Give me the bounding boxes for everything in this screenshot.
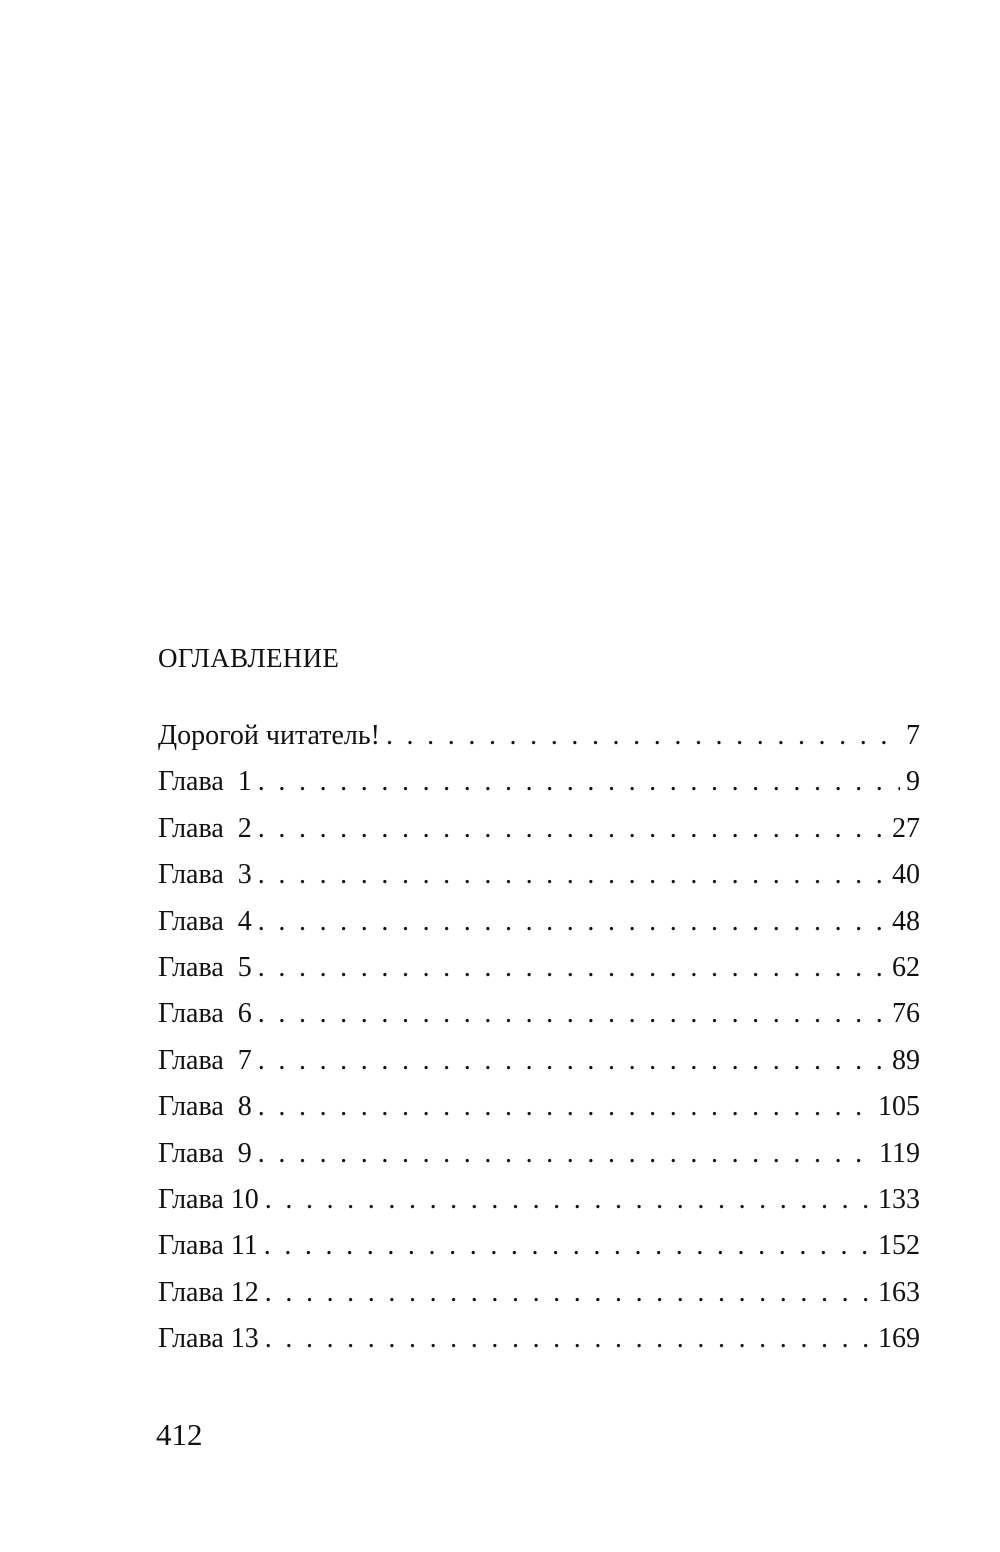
dot-leader xyxy=(258,1045,886,1077)
toc-entry xyxy=(158,1277,920,1323)
toc-entry xyxy=(158,1323,920,1369)
toc-entry-label: Глава 6 xyxy=(158,998,252,1030)
toc-entry-page: 40 xyxy=(892,859,920,891)
toc-entry-page: 163 xyxy=(878,1276,920,1308)
dot-leader xyxy=(265,1323,872,1355)
toc-entry-label: Глава 8 xyxy=(158,1091,252,1123)
toc-entry-label: Глава 2 xyxy=(158,812,252,844)
dot-leader xyxy=(265,1277,872,1309)
dot-leader xyxy=(258,859,886,891)
toc-entry-label: Глава 7 xyxy=(158,1044,252,1076)
toc-entry-page: 76 xyxy=(892,998,920,1030)
table-of-contents xyxy=(158,720,920,1369)
toc-entry xyxy=(158,813,920,859)
dot-leader xyxy=(265,1184,872,1216)
toc-entry-page: 62 xyxy=(892,951,920,983)
toc-entry-label: Дорогой читатель! xyxy=(158,720,380,751)
dot-leader xyxy=(258,1138,873,1170)
toc-entry xyxy=(158,952,920,998)
toc-entry xyxy=(158,1045,920,1091)
toc-entry-label: Глава 1 xyxy=(158,766,252,798)
toc-entry-label: Глава 10 xyxy=(158,1183,259,1215)
toc-entry xyxy=(158,998,920,1044)
toc-entry-page: 105 xyxy=(878,1091,920,1123)
toc-entry-page: 48 xyxy=(892,905,920,937)
dot-leader xyxy=(258,906,886,938)
dot-leader xyxy=(258,1091,872,1123)
toc-entry-page: 152 xyxy=(878,1230,920,1262)
toc-entry xyxy=(158,1091,920,1137)
toc-entry-label: Глава 12 xyxy=(158,1276,259,1308)
dot-leader xyxy=(258,998,886,1030)
toc-entry-page: 7 xyxy=(906,720,920,751)
toc-heading: ОГЛАВЛЕНИЕ xyxy=(158,643,340,673)
dot-leader xyxy=(386,720,900,752)
toc-entry xyxy=(158,1138,920,1184)
dot-leader xyxy=(258,952,886,984)
toc-entry-label: Глава 3 xyxy=(158,859,252,891)
toc-entry-page: 27 xyxy=(892,812,920,844)
toc-entry xyxy=(158,720,920,766)
toc-entry-label: Глава 5 xyxy=(158,951,252,983)
toc-entry-page: 9 xyxy=(906,766,920,798)
toc-entry-page: 133 xyxy=(878,1183,920,1215)
toc-entry xyxy=(158,766,920,812)
toc-entry-page: 169 xyxy=(878,1323,920,1355)
dot-leader xyxy=(258,766,900,798)
toc-entry-page: 89 xyxy=(892,1044,920,1076)
toc-entry xyxy=(158,1230,920,1276)
toc-entry-label: Глава 4 xyxy=(158,905,252,937)
dot-leader xyxy=(264,1230,872,1262)
toc-entry-label: Глава 9 xyxy=(158,1137,252,1169)
toc-entry xyxy=(158,1184,920,1230)
toc-entry xyxy=(158,859,920,905)
toc-entry-page: 119 xyxy=(879,1137,920,1169)
page-number: 412 xyxy=(156,1417,203,1452)
toc-entry xyxy=(158,906,920,952)
dot-leader xyxy=(258,813,886,845)
toc-entry-label: Глава 11 xyxy=(158,1230,258,1262)
toc-entry-label: Глава 13 xyxy=(158,1323,259,1355)
